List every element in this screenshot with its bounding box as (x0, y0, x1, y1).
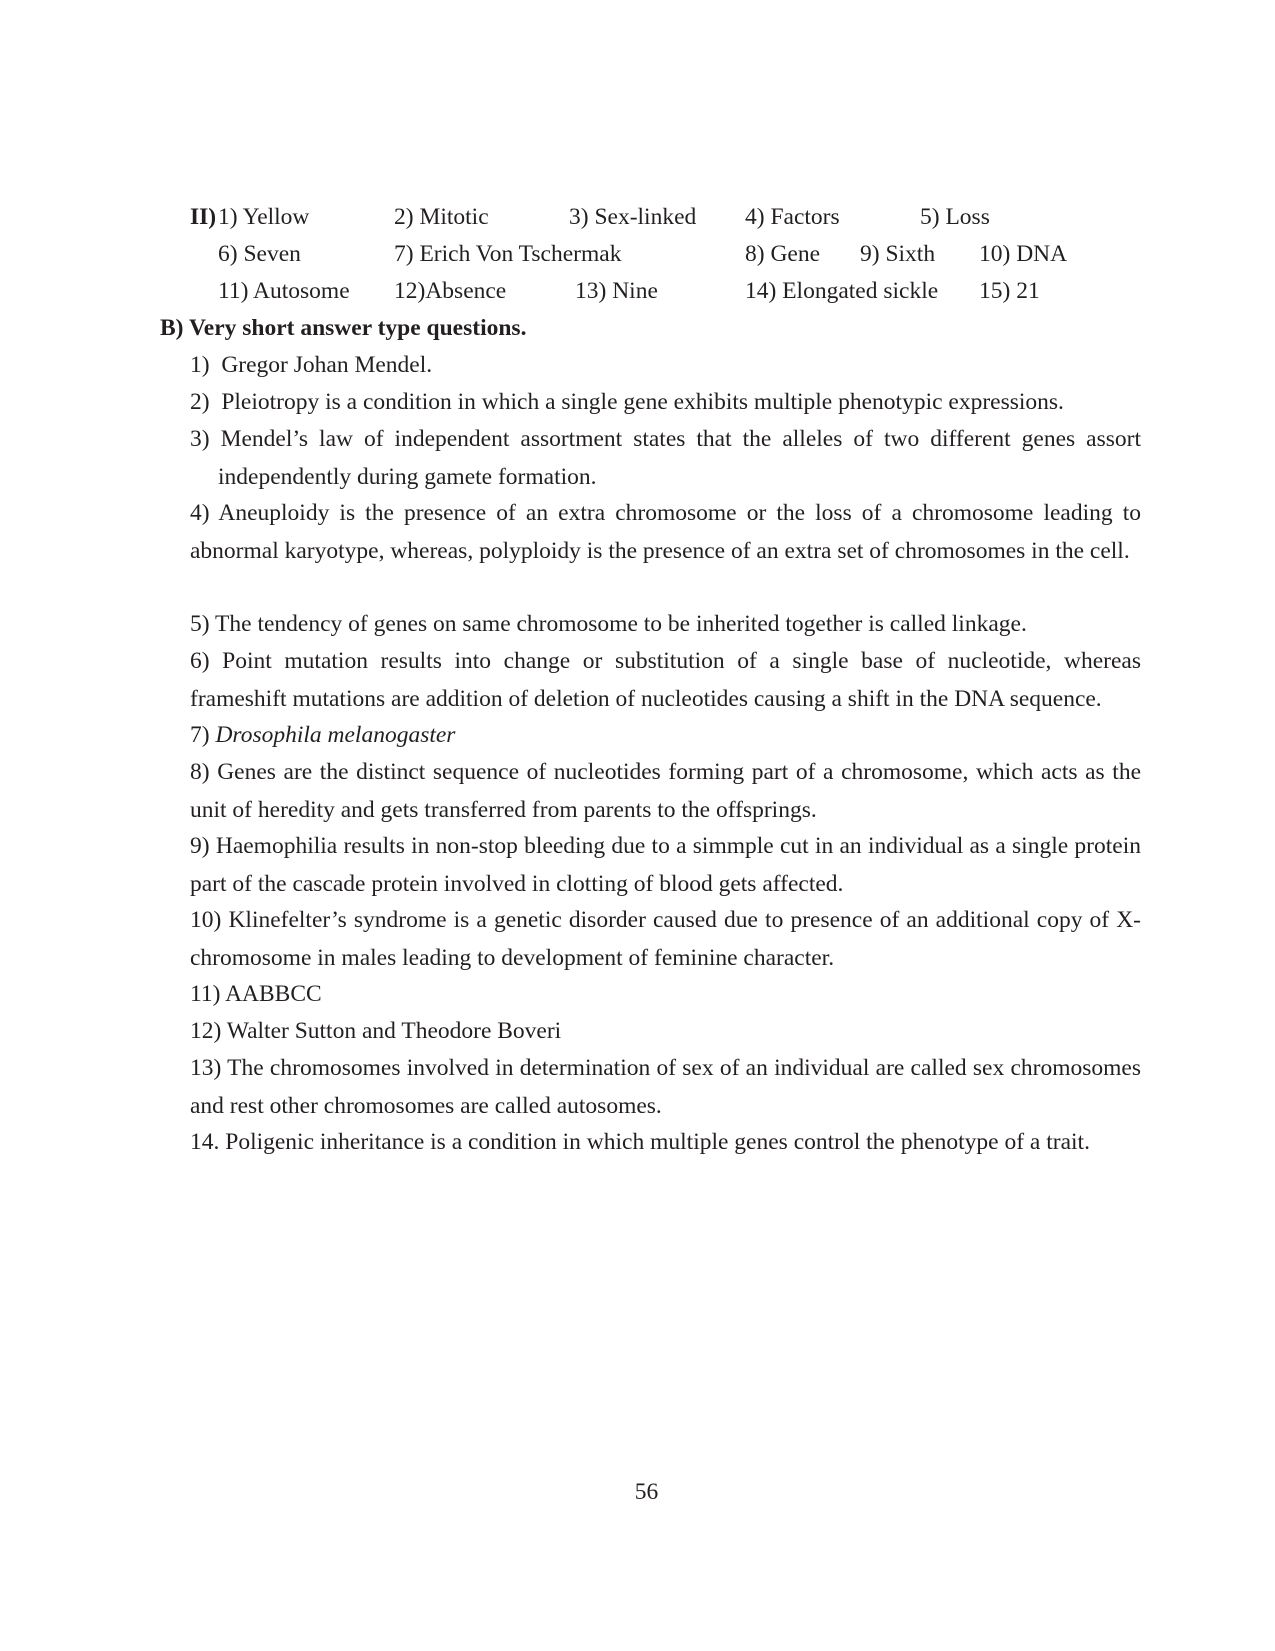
answer-9 (190, 828, 1141, 903)
answer-text: Klinefelter’s syndrome is a genetic disorder caused due to presence of an additional copy of X-chromosome in males leading to development of feminine character. (190, 907, 1142, 971)
answer-text: Poligenic inheritance is a condition in which multiple genes control the phenotype of a trait. (225, 1129, 1090, 1155)
answer-text: The tendency of genes on same chromosome to be inherited together is called linkage. (215, 611, 1027, 637)
answer-text: Pleiotropy is a condition in which a single gene exhibits multiple phenotypic expressions. (221, 389, 1064, 415)
answer-item: 12)Absence (394, 278, 507, 304)
answer-text: Genes are the distinct sequence of nucleotides forming part of a chromosome, which acts as the unit of heredity and gets transferred from parents to the offsprings. (190, 759, 1141, 823)
answer-item: 1) Yellow (218, 204, 310, 230)
answer-number: 3) (190, 426, 210, 452)
section-heading: B) Very short answer type questions. (160, 315, 527, 341)
answer-text: Point mutation results into change or substitution of a single base of nucleotide, whereas frameshift mutations are addition of deletion of nucleotides causing a shift in the DNA sequence. (190, 648, 1141, 712)
answer-item: 7) Erich Von Tschermak (394, 241, 622, 267)
answer-item: 11) Autosome (218, 278, 350, 304)
answer-item: 14) Elongated sickle (745, 278, 939, 304)
answer-item: 4) Factors (745, 204, 840, 230)
answer-item: 10) DNA (979, 241, 1068, 267)
answer-number: 2) (190, 389, 210, 415)
answer-number: 4) (190, 500, 210, 526)
answer-number: 11) (190, 981, 221, 1007)
answer-2 (190, 384, 1141, 422)
answer-text: Drosophila melanogaster (215, 722, 456, 748)
section-label: II) (190, 204, 217, 230)
answer-text: Mendel’s law of independent assortment states that the alleles of two different genes assort independently during gamete formation. (218, 426, 1141, 490)
answer-item: 13) Nine (575, 278, 658, 304)
answer-number: 6) (190, 648, 210, 674)
answer-number: 9) (190, 833, 210, 859)
answer-11 (190, 976, 1141, 1014)
answer-4 (190, 495, 1141, 570)
answer-number: 7) (190, 722, 210, 748)
answer-item: 6) Seven (218, 241, 301, 267)
answer-8 (190, 754, 1141, 829)
page-number: 56 (634, 1479, 659, 1505)
answer-number: 8) (190, 759, 210, 785)
answer-item: 15) 21 (979, 278, 1040, 304)
answer-3 (190, 421, 1141, 496)
answer-item: 8) Gene (745, 241, 821, 267)
answer-12 (190, 1013, 1141, 1051)
answer-text: The chromosomes involved in determination of sex of an individual are called sex chromosomes and rest other chromosomes are called autosomes. (190, 1055, 1142, 1119)
answer-number: 13) (190, 1055, 222, 1081)
answer-item: 9) Sixth (860, 241, 936, 267)
answer-6 (190, 643, 1141, 718)
answer-text: Gregor Johan Mendel. (221, 352, 433, 378)
answer-10 (190, 902, 1141, 977)
answer-item: 2) Mitotic (394, 204, 489, 230)
answer-number: 14. (190, 1129, 220, 1155)
answer-number: 12) (190, 1018, 222, 1044)
answer-number: 5) (190, 611, 210, 637)
answer-13 (190, 1050, 1141, 1125)
answer-item: 5) Loss (920, 204, 990, 230)
answer-item: 3) Sex-linked (569, 204, 697, 230)
answer-number: 10) (190, 907, 222, 933)
answer-text: Haemophilia results in non-stop bleeding due to a simmple cut in an individual as a single protein part of the cascade protein involved in clotting of blood gets affected. (190, 833, 1141, 897)
answer-1 (190, 347, 1141, 385)
answer-text: Aneuploidy is the presence of an extra chromosome or the loss of a chromosome leading to abnormal karyotype, whereas, polyploidy is the presence of an extra set of chromosomes in the cell. (190, 500, 1141, 564)
answer-text: Walter Sutton and Theodore Boveri (226, 1018, 562, 1044)
answer-number: 1) (190, 352, 210, 378)
answer-14 (190, 1124, 1141, 1162)
answer-text: AABBCC (225, 981, 322, 1007)
answer-5 (190, 606, 1141, 644)
answer-7 (190, 717, 1141, 755)
